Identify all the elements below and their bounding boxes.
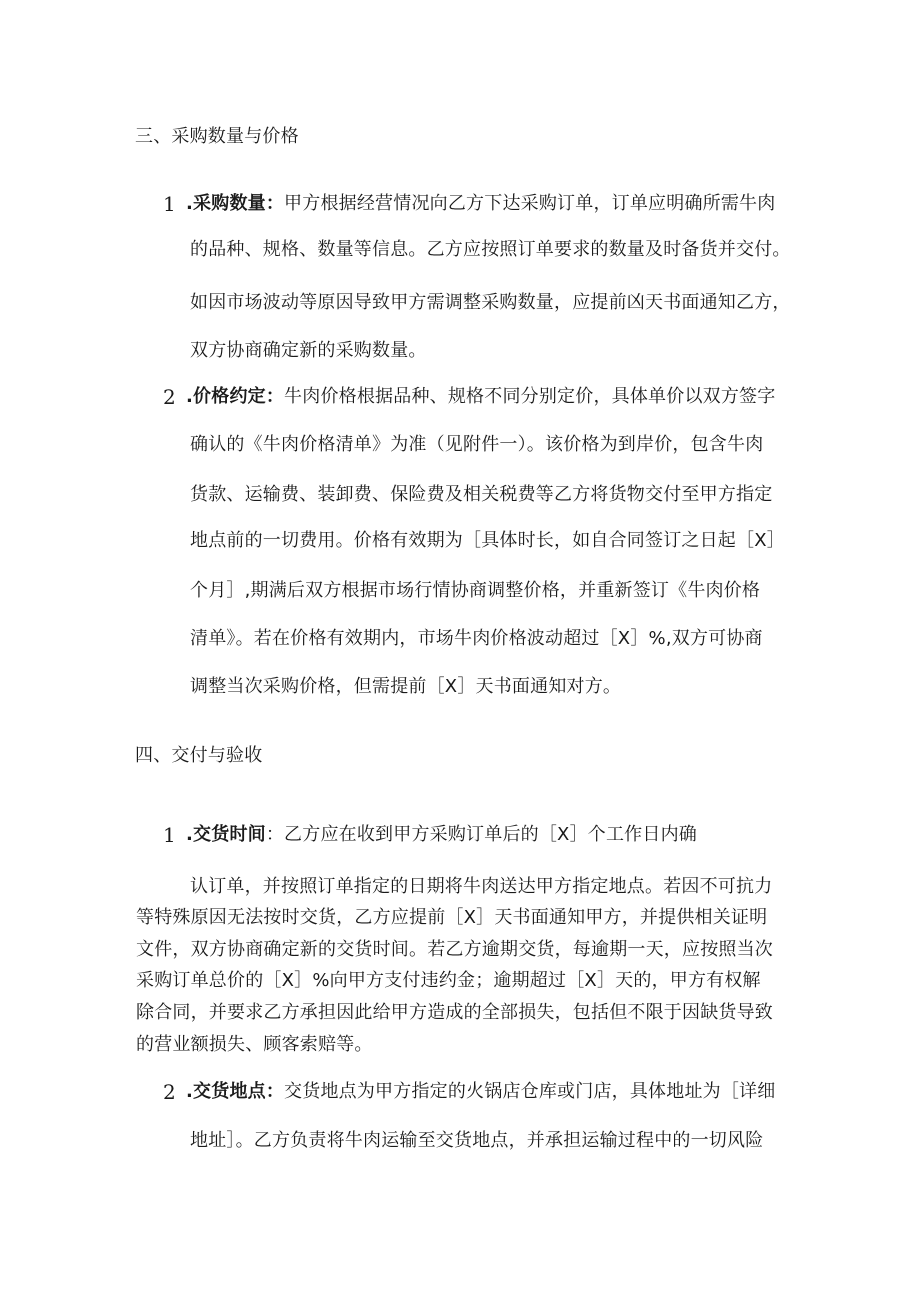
paragraph-line: 货款、运输费、装卸费、保险费及相关税费等乙方将货物交付至甲方指定 xyxy=(190,484,773,505)
item-number: 1 xyxy=(163,823,176,847)
paragraph-line: 清单》。若在价格有效期内，市场牛肉价格波动超过［X］%,双方可协商 xyxy=(190,628,763,649)
paragraph-line xyxy=(186,192,775,216)
item-number: 2 xyxy=(163,1080,176,1104)
paragraph-line: 除合同，并要求乙方承担因此给甲方造成的全部损失，包括但不限于因缺货导致 xyxy=(136,1002,773,1023)
item-text: 甲方根据经营情况向乙方下达采购订单，订单应明确所需牛肉 xyxy=(284,193,776,214)
paragraph-line: 个月］,期满后双方根据市场行情协商调整价格，并重新签订《牛肉价格 xyxy=(190,580,761,601)
paragraph-line xyxy=(186,385,775,409)
paragraph-line: 确认的《牛肉价格清单》为准（见附件一）。该价格为到岸价，包含牛肉 xyxy=(190,434,764,455)
paragraph-line: 文件，双方协商确定新的交货时间。若乙方逾期交货，每逾期一天，应按照当次 xyxy=(136,939,773,960)
item-text: 牛肉价格根据品种、规格不同分别定价，具体单价以双方签字 xyxy=(284,386,776,407)
paragraph-line: 如因市场波动等原因导致甲方需调整采购数量，应提前凶天书面通知乙方， xyxy=(190,292,791,313)
item-label: .交货地点： xyxy=(186,1081,285,1102)
paragraph-line: 双方协商确定新的采购数量。 xyxy=(190,340,427,361)
item-label: .交货时间 xyxy=(186,824,266,845)
paragraph-line: 采购订单总价的［X］%向甲方支付违约金；逾期超过［X］天的，甲方有权解 xyxy=(136,970,761,991)
paragraph-line: 等特殊原因无法按时交货，乙方应提前［X］天书面通知甲方，并提供相关证明 xyxy=(136,907,768,928)
item-number: 1 xyxy=(163,192,176,216)
paragraph-line: 调整当次采购价格，但需提前［X］天书面通知对方。 xyxy=(190,676,622,697)
item-label: .采购数量： xyxy=(186,193,285,214)
section-heading: 四、交付与验收 xyxy=(135,745,263,766)
item-text: ：乙方应在收到甲方采购订单后的［X］个工作日内确 xyxy=(265,824,697,845)
item-number: 2 xyxy=(163,385,176,409)
paragraph-line: 的营业额损失、顾客索赔等。 xyxy=(136,1034,373,1055)
paragraph-line: 的品种、规格、数量等信息。乙方应按照订单要求的数量及时备货并交付。 xyxy=(190,239,791,260)
paragraph-line: 地址］。乙方负责将牛肉运输至交货地点，并承担运输过程中的一切风险 xyxy=(190,1130,764,1151)
item-label: .价格约定： xyxy=(186,386,285,407)
item-text: 交货地点为甲方指定的火锅店仓库或门店，具体地址为［详细 xyxy=(284,1081,776,1102)
paragraph-line: 认订单，并按照订单指定的日期将牛肉送达甲方指定地点。若因不可抗力 xyxy=(190,876,773,897)
paragraph-line xyxy=(186,823,697,847)
paragraph-line xyxy=(186,1080,775,1104)
section-heading: 三、采购数量与价格 xyxy=(135,126,299,147)
paragraph-line: 地点前的一切费用。价格有效期为［具体时长，如自合同签订之日起［X］ xyxy=(190,530,785,551)
